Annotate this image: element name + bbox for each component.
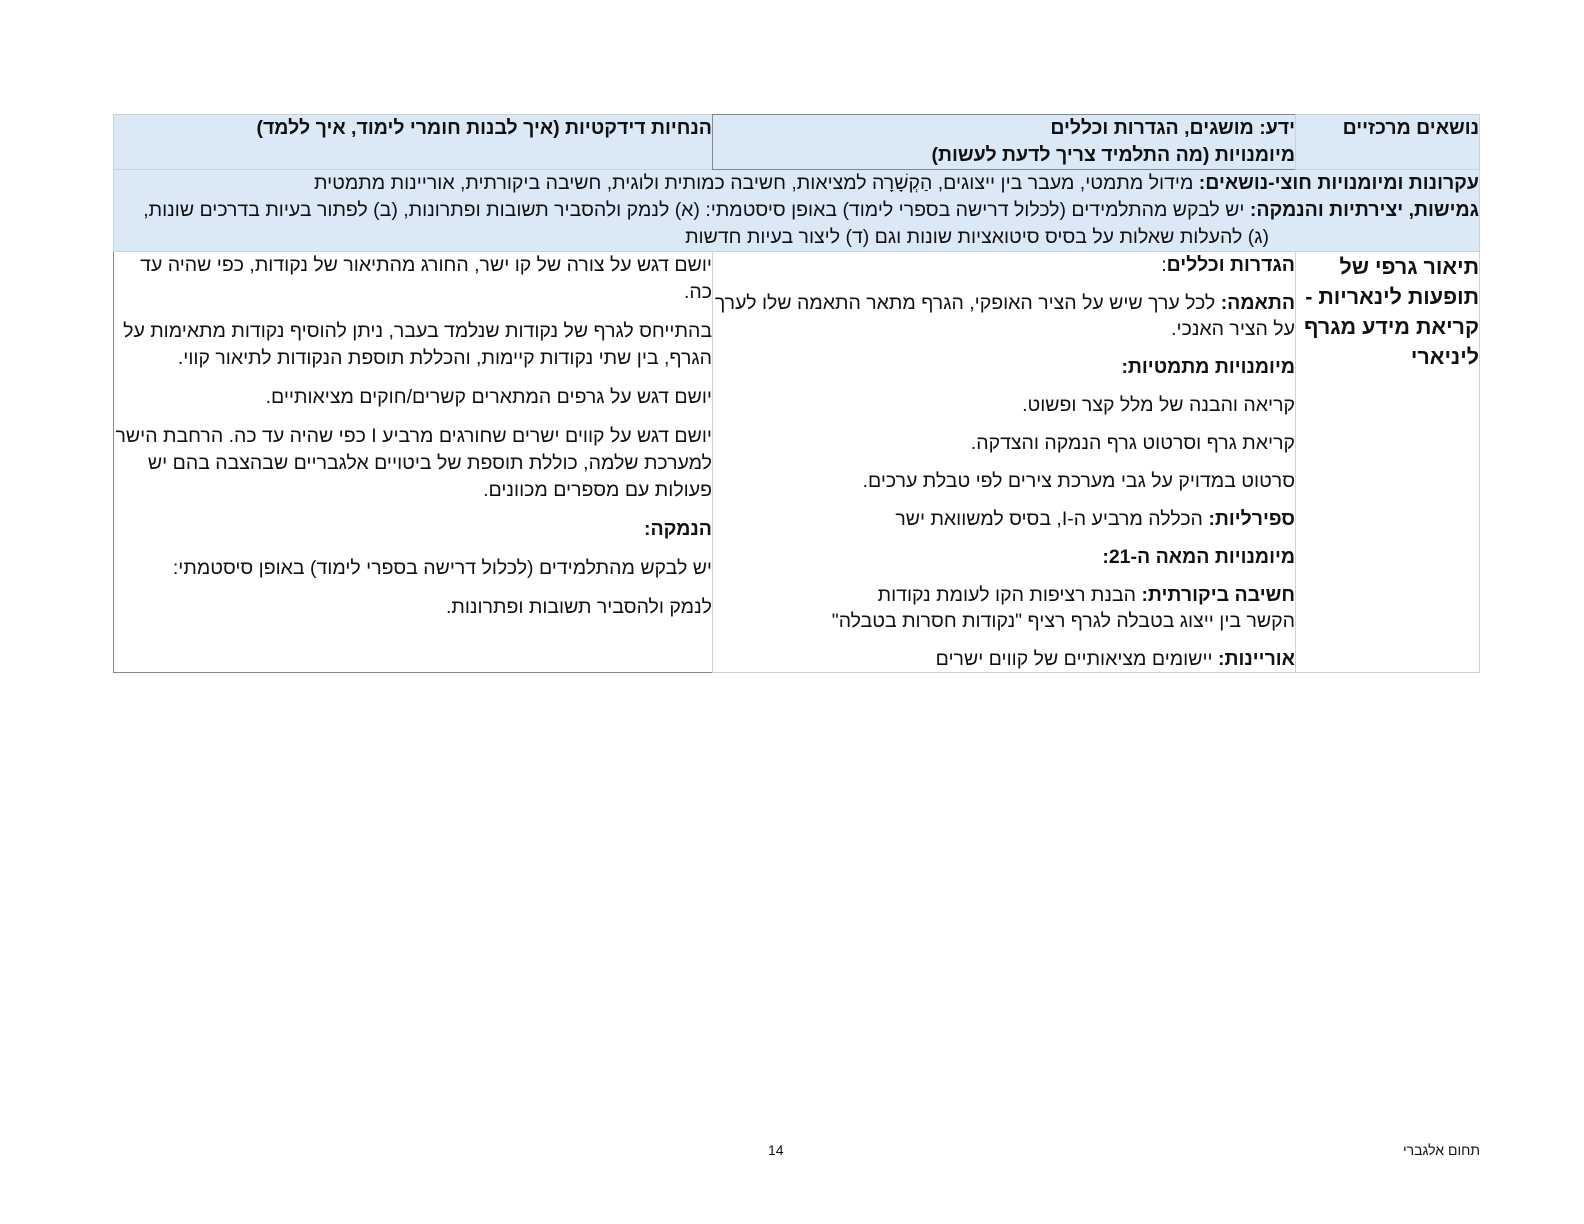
- spiral-text: הכללה מרביע ה-I, בסיס למשוואת ישר: [895, 508, 1209, 530]
- spiral-paragraph: [713, 506, 1295, 532]
- cross-flexibility-line: [114, 197, 1479, 224]
- spiral-bold: ספירליות:: [1208, 508, 1295, 530]
- critical-text-1: הבנת רציפות הקו לעומת נקודות: [877, 584, 1142, 606]
- didactic-paragraph-1: יושם דגש על צורה של קו ישר, החורג מהתיאור של נקודות, כפי שהיה עד כה.: [140, 254, 712, 303]
- header-knowledge-line1: ידע: מושגים, הגדרות וכללים: [1050, 117, 1295, 139]
- cross-flexibility-continuation: (ג) להעלות שאלות על בסיס סיטואציות שונות וגם (ד) ליצור בעיות חדשות: [685, 226, 1269, 248]
- reasoning-bold: הנמקה:: [644, 518, 712, 540]
- literacy-paragraph: [713, 646, 1295, 672]
- c21-heading: [713, 544, 1295, 570]
- c21-bold: מיומנויות המאה ה-21:: [1102, 546, 1295, 568]
- table-header-row: [114, 115, 1480, 170]
- cross-topic-cell: [114, 170, 1480, 252]
- didactic-paragraph-6: לנמק ולהסביר תשובות ופתרונות.: [445, 596, 712, 618]
- header-didactic-label: הנחיות דידקטיות (איך לבנות חומרי לימוד, איך ללמד): [256, 117, 712, 139]
- critical-text-2: הקשר בין ייצוג בטבלה לגרף רציף "נקודות חסרות בטבלה": [831, 610, 1295, 632]
- match-bold: התאמה:: [1220, 292, 1295, 314]
- cross-flexibility-text: יש לבקש מהתלמידים (לכלול דרישה בספרי לימוד) באופן סיסטמתי: (א) לנמק ולהסביר תשובות ופתרונות, (ב) לפתור בעיות בדרכים שונות,: [143, 199, 1250, 221]
- math-skills-bold: מיומנויות מתמטיות:: [1121, 356, 1295, 378]
- critical-bold: חשיבה ביקורתית:: [1141, 584, 1295, 606]
- footer-domain: תחום אלגברי: [1403, 1142, 1480, 1158]
- didactic-paragraph-4: יושם דגש על קווים ישרים שחורגים מרביע I כפי שהיה עד כה. הרחבת הישר למערכת שלמה, כוללת תוספת של ביטויים אלגבריים שבהצבה בהם יש פעולות עם מספרים מכוונים.: [115, 425, 712, 501]
- cross-principles-text: מידול מתמטי, מעבר בין ייצוגים, הַקְשָׁרָה למציאות, חשיבה כמותית ולוגית, חשיבה ביקורתית, אוריינות מתמטית: [314, 172, 1199, 194]
- definitions-heading: [713, 252, 1295, 278]
- skill-item-2: קריאת גרף וסרטוט גרף הנמקה והצדקה.: [970, 432, 1295, 454]
- didactic-cell: [114, 252, 713, 673]
- match-text: לכל ערך שיש על הציר האופקי, הגרף מתאר התאמה שלו לערך על הציר האנכי.: [714, 292, 1295, 340]
- literacy-bold: אוריינות:: [1218, 648, 1295, 670]
- cross-flexibility-bold: גמישות, יצירתיות והנמקה:: [1249, 199, 1479, 221]
- skill-item-1: קריאה והבנה של מלל קצר ופשוט.: [1022, 394, 1295, 416]
- didactic-paragraph-2: בהתייחס לגרף של נקודות שנלמד בעבר, ניתן להוסיף נקודות מתאימות על הגרף, בין שתי נקודות קיימות, והכללת תוספת הנקודות לתיאור קווי.: [123, 320, 712, 369]
- header-knowledge-line2: מיומנויות (מה התלמיד צריך לדעת לעשות): [931, 144, 1295, 166]
- definitions-tail: :: [1161, 254, 1167, 276]
- math-skills-heading: [713, 354, 1295, 380]
- cross-topic-row: [114, 170, 1480, 252]
- page-number: 14: [768, 1142, 784, 1158]
- definitions-bold: הגדרות וכללים: [1166, 254, 1295, 276]
- cross-principles-bold: עקרונות ומיומנויות חוצי-נושאים:: [1198, 172, 1479, 194]
- header-topics-label: נושאים מרכזיים: [1342, 117, 1479, 139]
- knowledge-cell: [713, 252, 1296, 673]
- header-didactic: [114, 115, 713, 170]
- match-paragraph: [713, 290, 1295, 342]
- literacy-text: יישומים מציאותיים של קווים ישרים: [935, 648, 1219, 670]
- reasoning-heading: [114, 516, 712, 543]
- header-topics: [1296, 115, 1480, 170]
- didactic-paragraph-5: יש לבקש מהתלמידים (לכלול דרישה בספרי לימוד) באופן סיסטמתי:: [172, 557, 712, 579]
- didactic-paragraph-3: יושם דגש על גרפים המתארים קשרים/חוקים מציאותיים.: [265, 386, 712, 408]
- critical-paragraph: [713, 582, 1295, 634]
- topic-text: תיאור גרפי של תופעות לינאריות - קריאת מידע מגרף ליניארי: [1303, 255, 1479, 369]
- curriculum-table: [113, 114, 1480, 673]
- cross-principles-line: [114, 170, 1479, 197]
- topic-cell: [1296, 252, 1480, 673]
- header-knowledge: [713, 115, 1296, 170]
- content-row: [114, 252, 1480, 673]
- skill-item-3: סרטוט במדויק על גבי מערכת צירים לפי טבלת ערכים.: [862, 470, 1295, 492]
